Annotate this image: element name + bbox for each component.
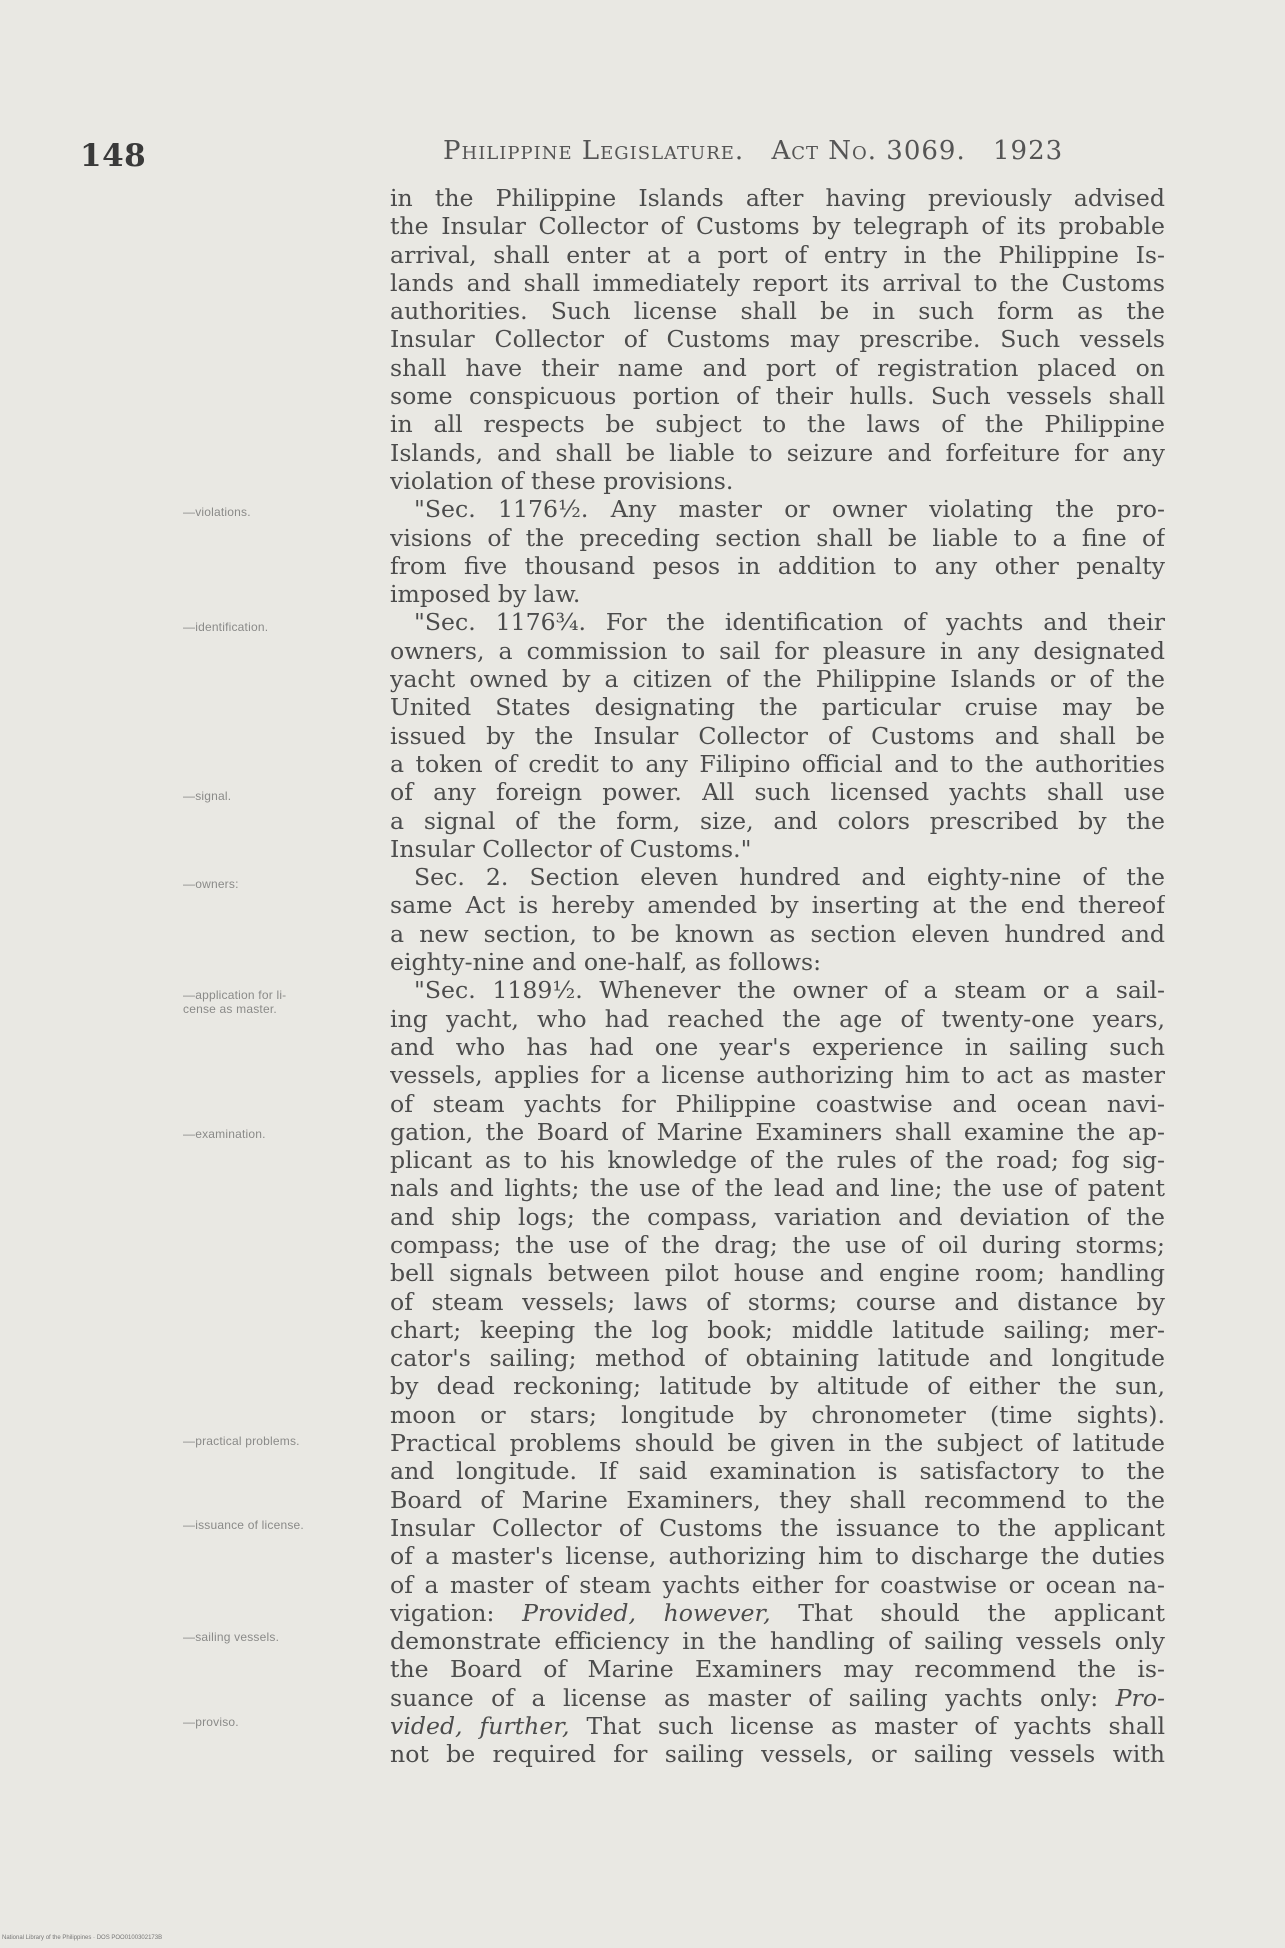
text-line: a signal of the form, size, and colors prescribed by the xyxy=(390,806,1165,835)
text-line: Practical problems should be given in the subject of latitude xyxy=(390,1429,1165,1458)
text-line: cator's sailing; method of obtaining latitude and longitude xyxy=(390,1344,1165,1373)
text-line: chart; keeping the log book; middle latitude sailing; mer- xyxy=(390,1315,1165,1344)
running-head-act: Act No. 3069. xyxy=(771,136,966,166)
text-line: shall have their name and port of registration placed on xyxy=(390,353,1165,382)
text-line: of steam vessels; laws of storms; course and distance by xyxy=(390,1287,1165,1316)
text-line: imposed by law. xyxy=(390,580,581,609)
text-line: violation of these provisions. xyxy=(390,466,734,495)
margin-note-application: —application for li- cense as master. xyxy=(183,988,287,1016)
text-line: a token of credit to any Filipino official and to the authorities xyxy=(390,749,1165,778)
proviso-italic: Pro- xyxy=(1115,1683,1165,1712)
text-line: and ship logs; the compass, variation and deviation of the xyxy=(390,1202,1165,1231)
text-line: gation, the Board of Marine Examiners shall examine the ap- xyxy=(390,1117,1165,1146)
text-line: ing yacht, who had reached the age of twenty-one years, xyxy=(390,1004,1165,1033)
body-text xyxy=(390,184,1165,1769)
margin-note-violations: —violations. xyxy=(183,505,251,519)
text-line: authorities. Such license shall be in such form as the xyxy=(390,297,1165,326)
text-line: and who has had one year's experience in sailing such xyxy=(390,1032,1165,1061)
text-line: nals and lights; the use of the lead and line; the use of patent xyxy=(390,1174,1165,1203)
text-line: lands and shall immediately report its arrival to the Customs xyxy=(390,268,1165,297)
footer-credit: National Library of the Philippines · DOS POO0100302173B xyxy=(2,1935,163,1941)
text-line: "Sec. 1176¾. For the identification of yachts and their xyxy=(414,608,1165,637)
text-line: visions of the preceding section shall be liable to a fine of xyxy=(390,523,1165,552)
text-line: United States designating the particular cruise may be xyxy=(390,693,1165,722)
text-line-proviso: suance of a license as master of sailing yachts only: Pro- xyxy=(390,1683,1165,1712)
margin-note-issuance: —issuance of license. xyxy=(183,1518,304,1532)
margin-note-owners: —owners: xyxy=(183,877,239,891)
text-line: "Sec. 1176½. Any master or owner violating the pro- xyxy=(414,495,1165,524)
text-line: Insular Collector of Customs may prescribe. Such vessels xyxy=(390,325,1165,354)
text-line: same Act is hereby amended by inserting at the end thereof xyxy=(390,891,1165,920)
text-line: demonstrate efficiency in the handling of sailing vessels only xyxy=(390,1627,1165,1656)
text-line: the Insular Collector of Customs by telegraph of its probable xyxy=(390,212,1165,241)
margin-note-signal: —signal. xyxy=(183,789,232,803)
text-line: of a master's license, authorizing him to discharge the duties xyxy=(390,1542,1165,1571)
margin-note-proviso: —proviso. xyxy=(183,1715,239,1729)
text-line: compass; the use of the drag; the use of oil during storms; xyxy=(390,1230,1165,1259)
text-line: "Sec. 1189½. Whenever the owner of a steam or a sail- xyxy=(414,976,1165,1005)
text-line-proviso: vided, further, That such license as master of yachts shall xyxy=(390,1712,1165,1741)
margin-note-identification: —identification. xyxy=(183,620,269,634)
text-line: from five thousand pesos in addition to any other penalty xyxy=(390,551,1165,580)
text-line: in all respects be subject to the laws of the Philippine xyxy=(390,410,1165,439)
margin-note-examination: —examination. xyxy=(183,1127,266,1141)
text-line: Sec. 2. Section eleven hundred and eighty-nine of the xyxy=(414,863,1165,892)
text-line-proviso: vigation: Provided, however, That should the applicant xyxy=(390,1598,1165,1627)
text-line: yacht owned by a citizen of the Philippine Islands or of the xyxy=(390,665,1165,694)
proviso-italic: vided, further, xyxy=(390,1712,570,1741)
text-line: moon or stars; longitude by chronometer (time sights). xyxy=(390,1400,1165,1429)
text-line: eighty-nine and one-half, as follows: xyxy=(390,948,822,977)
page-number: 148 xyxy=(80,138,147,174)
margin-note-sailing-vessels: —sailing vessels. xyxy=(183,1630,280,1644)
text-line: of any foreign power. All such licensed yachts shall use xyxy=(390,778,1165,807)
text-line: owners, a commission to sail for pleasure in any designated xyxy=(390,636,1165,665)
text-line: Insular Collector of Customs the issuance to the applicant xyxy=(390,1513,1165,1542)
text-line: the Board of Marine Examiners may recommend the is- xyxy=(390,1655,1165,1684)
text-line: by dead reckoning; latitude by altitude of either the sun, xyxy=(390,1372,1165,1401)
text-line: a new section, to be known as section eleven hundred and xyxy=(390,919,1165,948)
text-line: Board of Marine Examiners, they shall recommend to the xyxy=(390,1485,1165,1514)
text-line: plicant as to his knowledge of the rules of the road; fog sig- xyxy=(390,1146,1165,1175)
text-line: vessels, applies for a license authorizing him to act as master xyxy=(390,1061,1165,1090)
text-line: in the Philippine Islands after having previously advised xyxy=(390,184,1165,212)
proviso-italic: Provided, however, xyxy=(522,1598,771,1627)
text-line: not be required for sailing vessels, or sailing vessels with xyxy=(390,1740,1165,1769)
text-line: arrival, shall enter at a port of entry in the Philippine Is- xyxy=(390,240,1165,269)
margin-note-practical-problems: —practical problems. xyxy=(183,1434,300,1448)
text-line: issued by the Insular Collector of Customs and shall be xyxy=(390,721,1165,750)
text-line: some conspicuous portion of their hulls. Such vessels shall xyxy=(390,382,1165,411)
text-line: Islands, and shall be liable to seizure and forfeiture for any xyxy=(390,438,1165,467)
text-line: of steam yachts for Philippine coastwise and ocean navi- xyxy=(390,1089,1165,1118)
running-head-title: Philippine Legislature. xyxy=(443,136,745,166)
text-line: and longitude. If said examination is satisfactory to the xyxy=(390,1457,1165,1486)
running-head-year: 1923 xyxy=(993,136,1064,166)
text-line: bell signals between pilot house and engine room; handling xyxy=(390,1259,1165,1288)
text-line: of a master of steam yachts either for coastwise or ocean na- xyxy=(390,1570,1165,1599)
running-head xyxy=(443,136,1163,166)
text-line: Insular Collector of Customs." xyxy=(390,834,752,863)
